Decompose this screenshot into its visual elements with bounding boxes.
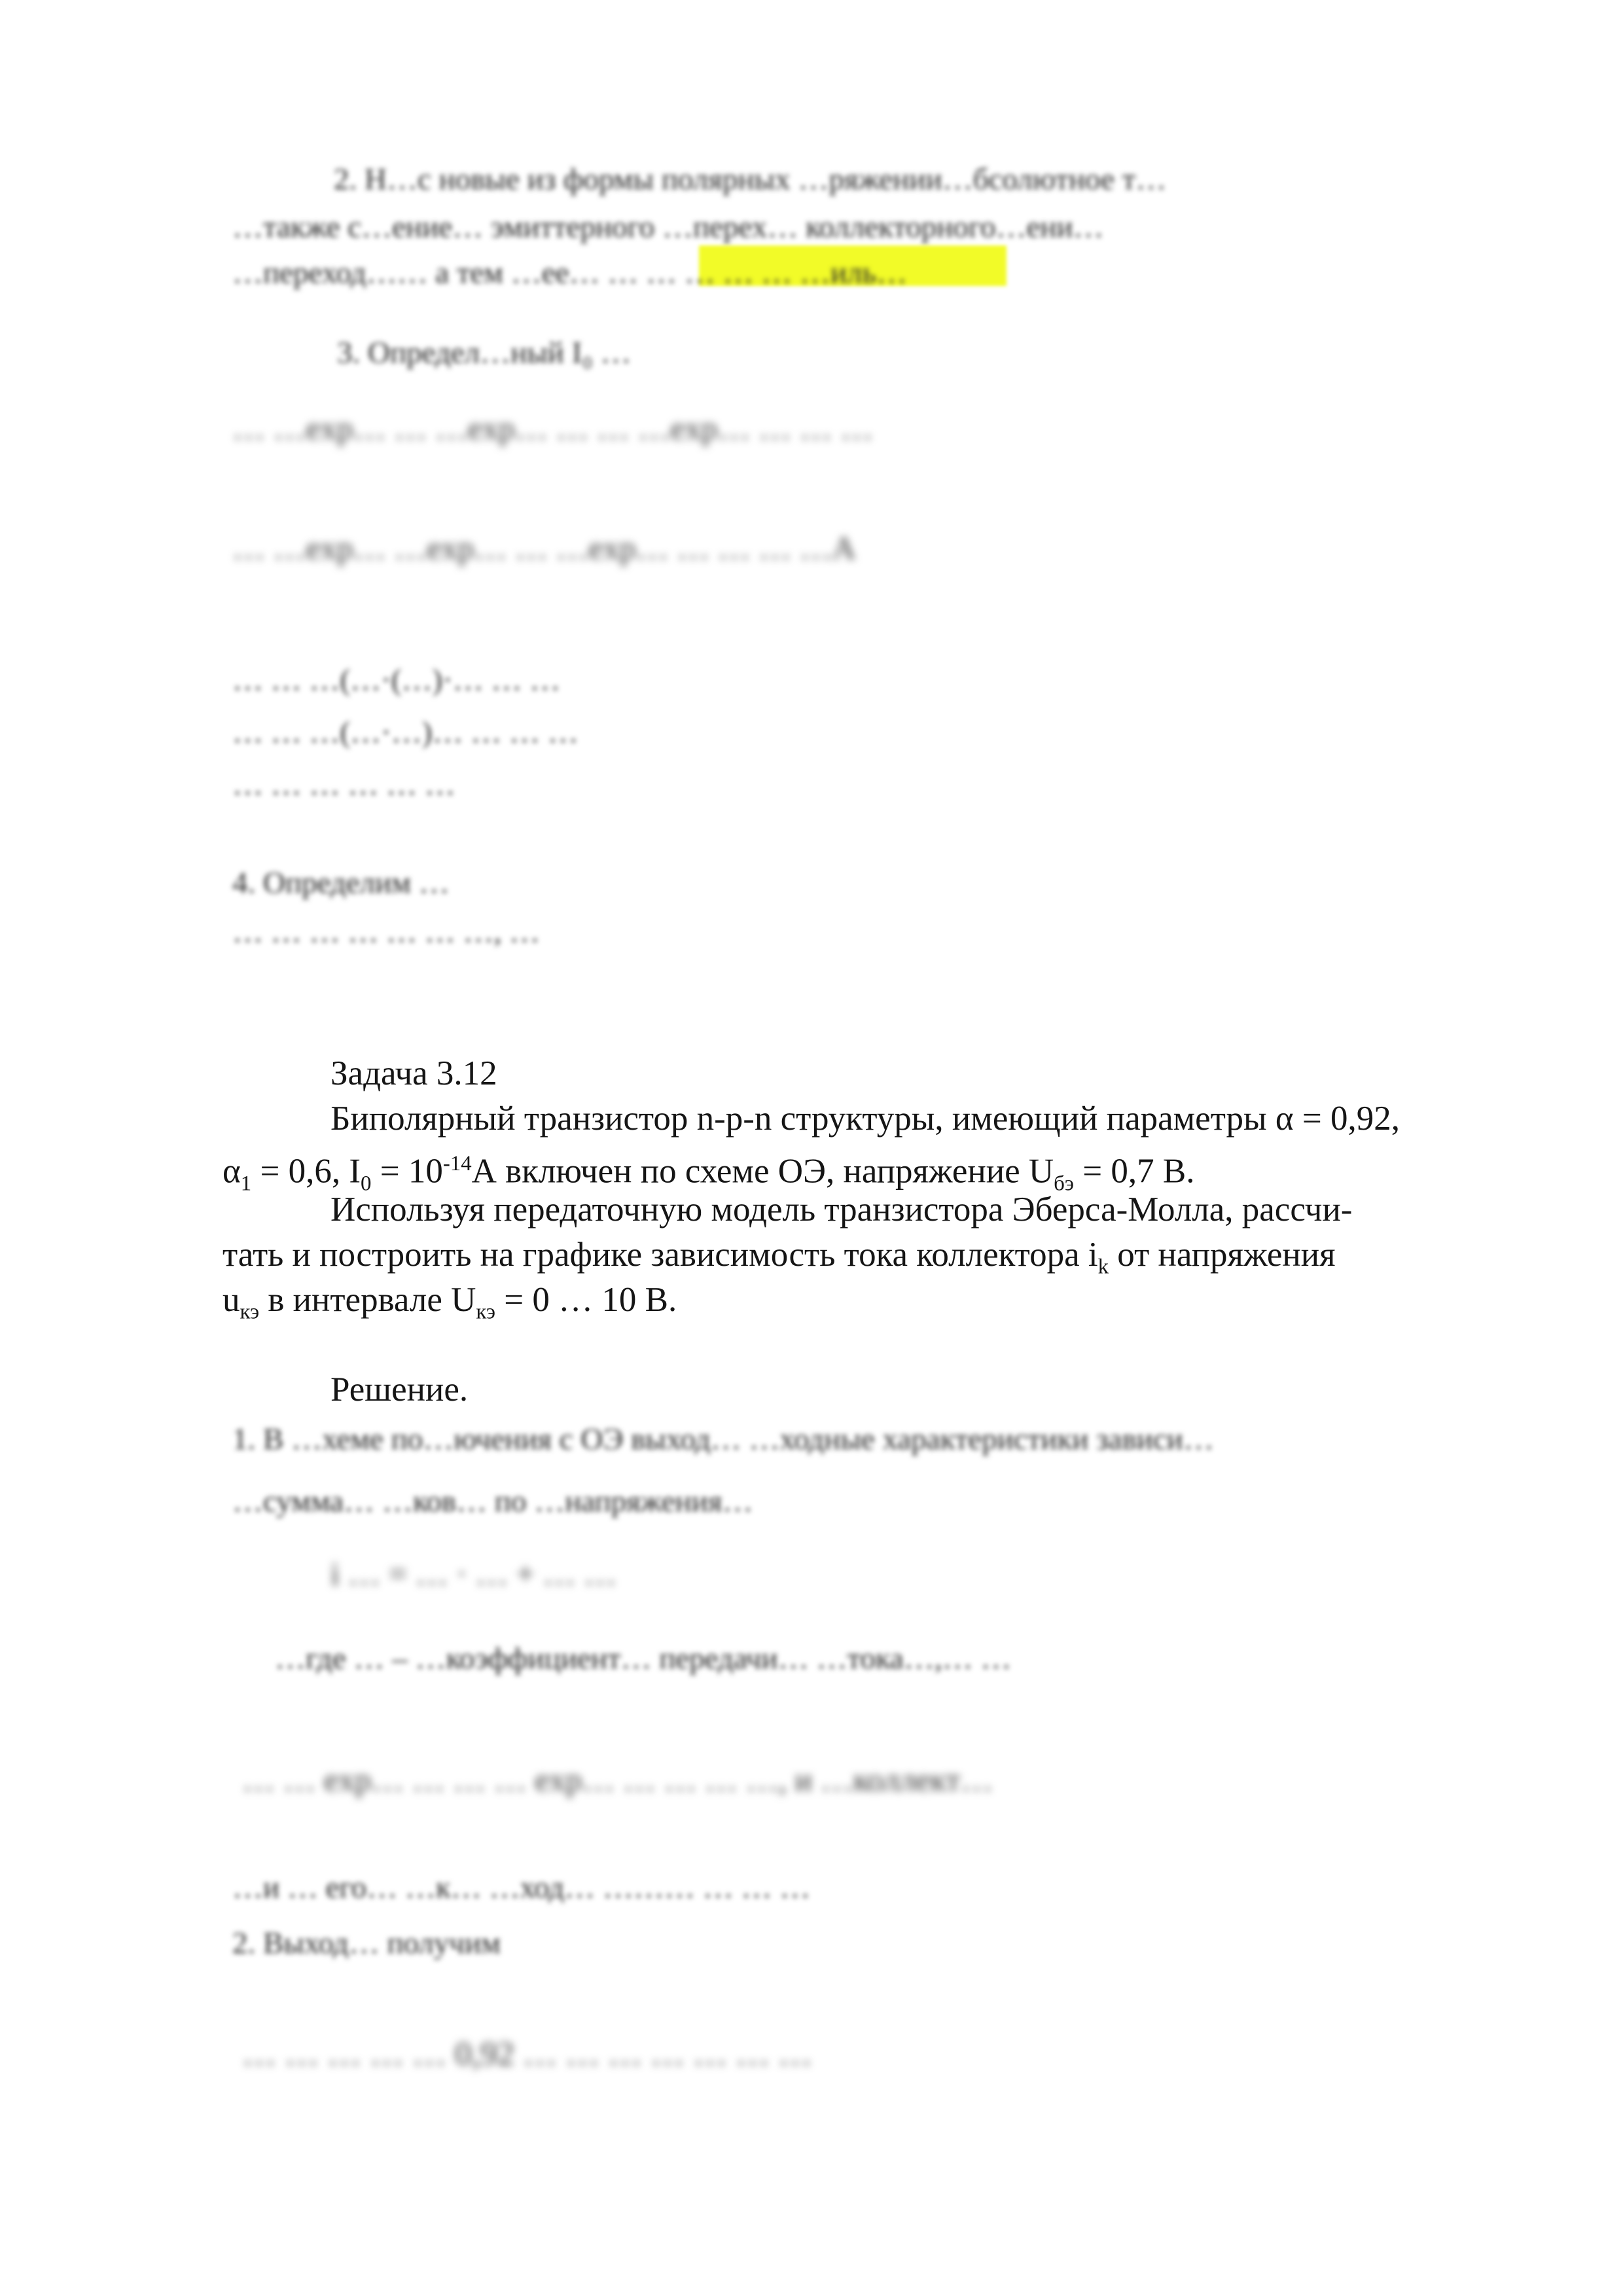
text-run: А включен по схеме ОЭ, напряжение U	[471, 1152, 1054, 1191]
text-run: тать и построить на графике зависимость тока коллектора i	[223, 1236, 1098, 1274]
task-title: Задача 3.12	[330, 1054, 497, 1092]
subscript: кэ	[240, 1300, 260, 1324]
subscript: 0	[361, 1172, 372, 1196]
blurred-line: …сумма… …ков… по …напряжения…	[232, 1484, 753, 1518]
subscript: кэ	[476, 1300, 496, 1324]
subscript: 1	[240, 1172, 252, 1196]
task-paragraph-line: Биполярный транзистор n-p-n структуры, имеющий параметры α = 0,92,	[330, 1100, 1400, 1138]
text-run: = 0 … 10 В.	[495, 1281, 677, 1319]
subscript: бэ	[1054, 1172, 1074, 1196]
blurred-line: … … … … … … …, …	[232, 915, 540, 949]
blurred-formula: … …exp… … …exp… … … …exp… … … …	[232, 410, 874, 446]
blurred-line: …где … – …коэффициент… передачи… …тока…,… …	[275, 1641, 1012, 1676]
task-paragraph-line: Используя передаточную модель транзистора Эберса-Молла, рассчи-	[330, 1191, 1353, 1229]
blurred-formula: … …exp… …exp… … …exp… … … … …А	[232, 529, 856, 566]
blurred-line: … … …(…·…)… … … …	[232, 715, 579, 749]
blurred-line: … … …(…·(…)·… … …	[232, 663, 561, 697]
blurred-formula: … … exp… … … … exp… … … … …, и …коллект…	[242, 1761, 993, 1798]
blurred-line: …переход…… а тем …ее… … … … … … …иль…	[232, 256, 908, 290]
blurred-line: 1. В …хеме по…ючения с ОЭ выход… …ходные характеристики зависи…	[232, 1422, 1214, 1456]
alpha-symbol: α	[223, 1152, 241, 1191]
text-run: = 0,7 В.	[1073, 1152, 1195, 1191]
solution-heading: Решение.	[330, 1371, 469, 1408]
blurred-line: 3. Определ…ный I₀ …	[337, 336, 632, 370]
text-run: = 10	[371, 1152, 443, 1191]
blurred-formula: i … = … · … + … …	[330, 1555, 616, 1592]
blurred-line: …также с…ение… эмиттерного …перех… коллекторного…ени…	[232, 210, 1104, 244]
blurred-formula: … … … … … 0,92 … … … … … … …	[242, 2036, 812, 2073]
superscript: -14	[442, 1152, 472, 1175]
task-paragraph-line	[223, 1278, 677, 1334]
text-run: в интервале U	[259, 1281, 476, 1319]
blurred-line: 4. Определим …	[232, 866, 450, 900]
blurred-line: 2. Н…с новые из формы полярных …ряжении…бсолютное т…	[334, 162, 1167, 196]
text-run: = 0,6, I	[251, 1152, 361, 1191]
blurred-line: … … … … … …	[232, 768, 455, 802]
text-run: от напряжения	[1109, 1236, 1336, 1274]
subscript: k	[1097, 1255, 1109, 1279]
blurred-line: 2. Выход… получим	[232, 1926, 501, 1960]
blurred-line: …и … его… …к… …ход… ……… … … …	[232, 1871, 811, 1905]
text-run: u	[223, 1281, 240, 1319]
